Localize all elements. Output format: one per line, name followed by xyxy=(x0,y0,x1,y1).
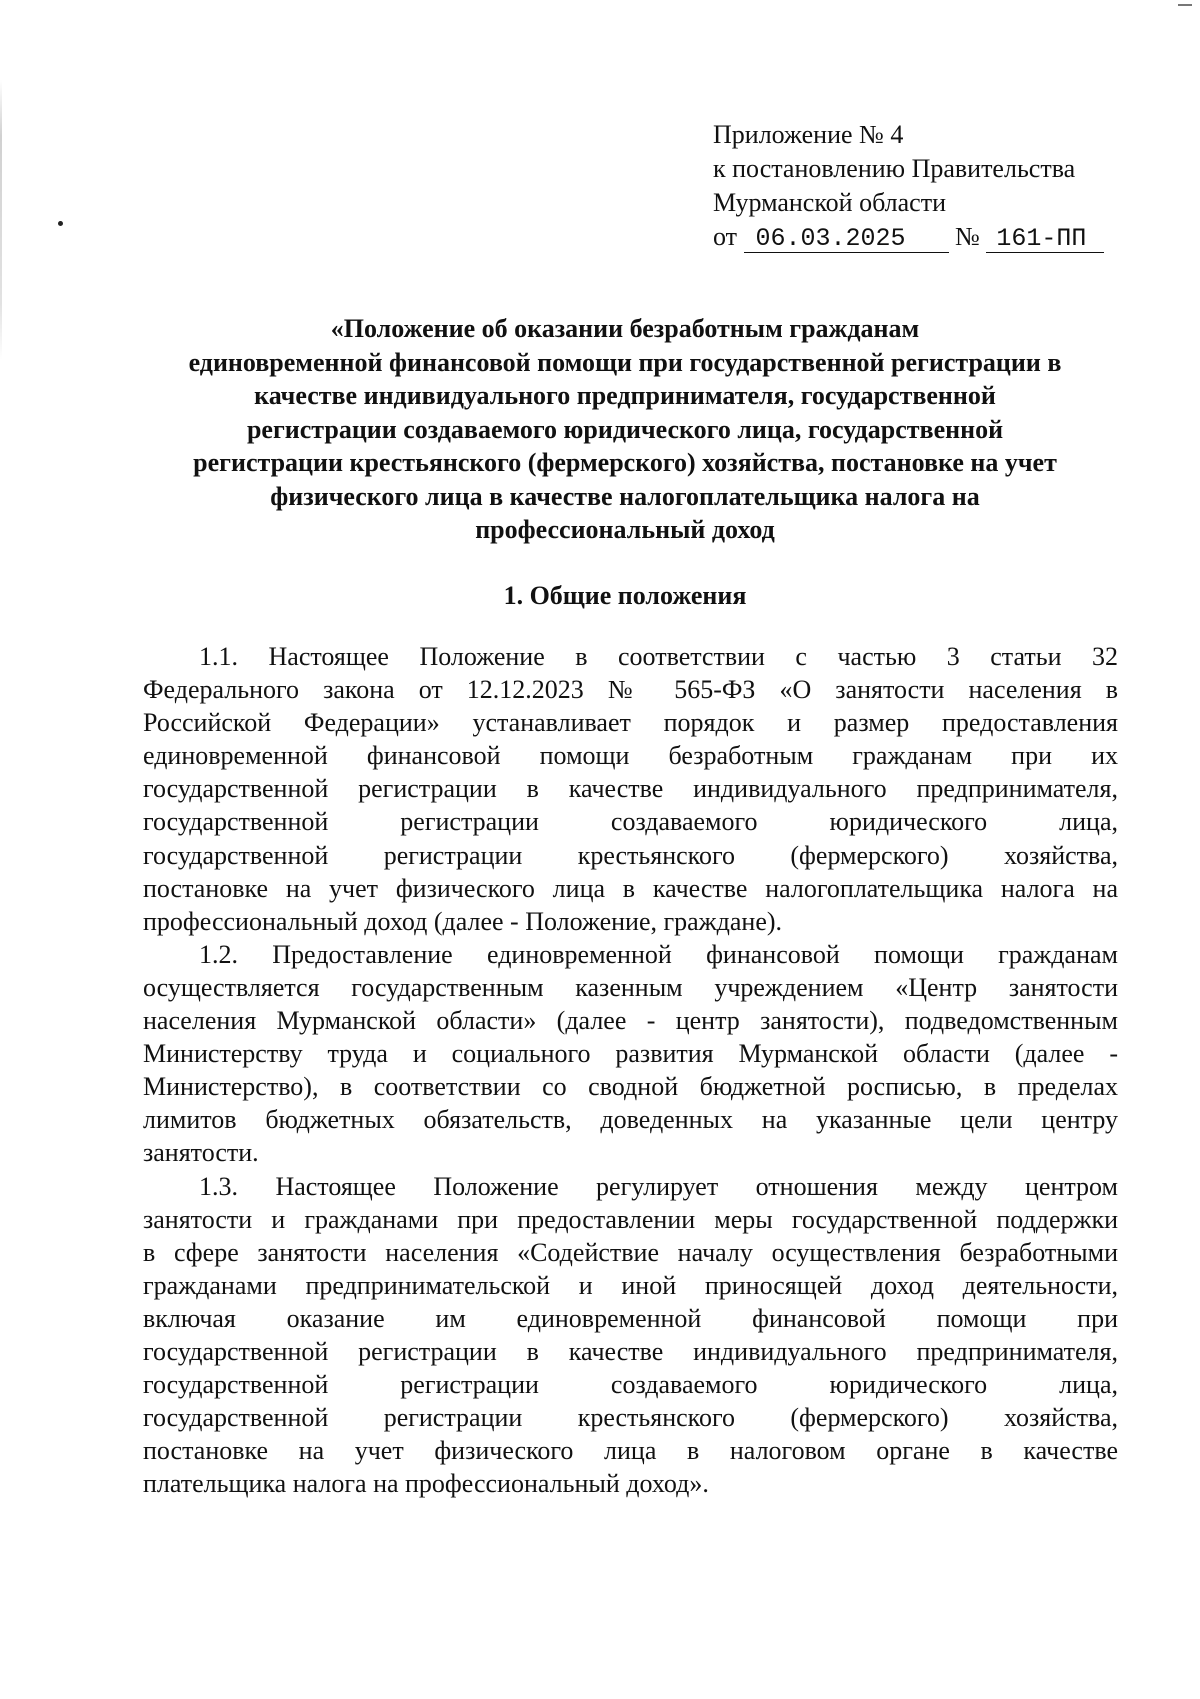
resolution-number: 161-ПП xyxy=(986,226,1104,253)
body-line: Министерству труда и социального развития Мурманской области (далее - xyxy=(143,1039,1118,1069)
title-line: профессиональный доход xyxy=(475,515,775,544)
number-prefix: № xyxy=(955,222,980,251)
body-line: осуществляется государственным казенным учреждением «Центр занятости xyxy=(143,972,1118,1002)
title-line: регистрации крестьянского (фермерского) хозяйства, постановке на учет xyxy=(193,448,1057,477)
body-line: государственной регистрации крестьянского (фермерского) хозяйства, xyxy=(143,840,1118,870)
body-line: занятости и гражданами при предоставлении меры государственной поддержки xyxy=(143,1204,1118,1234)
paragraph-1-3-start: 1.3. Настоящее Положение регулирует отношения между центром xyxy=(199,1171,1118,1201)
document-title xyxy=(145,312,1105,547)
date-prefix: от xyxy=(713,222,738,251)
title-line: физического лица в качестве налогоплательщика налога на xyxy=(270,481,980,511)
scan-edge-artifact xyxy=(0,80,2,360)
body-line: профессиональный доход (далее - Положение, граждане). xyxy=(143,906,783,936)
body-line: единовременной финансовой помощи безработным гражданам при их xyxy=(143,741,1118,771)
body-line: Министерство), в соответствии со сводной бюджетной росписью, в пределах xyxy=(143,1072,1118,1102)
annex-region: Мурманской области xyxy=(713,188,946,217)
scan-dot-artifact xyxy=(58,221,63,226)
body-line: Российской Федерации» устанавливает порядок и размер предоставления xyxy=(143,708,1118,738)
resolution-date: 06.03.2025 xyxy=(744,226,949,253)
body-line: лимитов бюджетных обязательств, доведенных на указанные цели центру xyxy=(143,1105,1118,1135)
body-line: включая оказание им единовременной финансовой помощи при xyxy=(143,1303,1118,1333)
body-line: государственной регистрации создаваемого юридического лица, xyxy=(143,1370,1118,1400)
body-line: государственной регистрации в качестве индивидуального предпринимателя, xyxy=(143,1336,1118,1366)
body-line: Федерального закона от 12.12.2023 № 565-ФЗ «О занятости населения в xyxy=(143,675,1118,705)
title-line: качестве индивидуального предпринимателя, государственной xyxy=(254,381,996,410)
title-line: «Положение об оказании безработным гражданам xyxy=(330,314,920,343)
paragraph-1-1-start: 1.1. Настоящее Положение в соответствии с частью 3 статьи 32 xyxy=(199,642,1118,671)
annex-number: Приложение № 4 xyxy=(713,120,904,149)
scan-corner-artifact xyxy=(1178,4,1192,6)
body-line: населения Мурманской области» (далее - центр занятости), подведомственным xyxy=(143,1006,1118,1036)
body-line: занятости. xyxy=(143,1138,259,1168)
body-text xyxy=(143,640,1118,1500)
annex-block xyxy=(713,118,1173,254)
paragraph-1-2-start: 1.2. Предоставление единовременной финансовой помощи гражданам xyxy=(199,939,1118,969)
body-line: постановке на учет физического лица в качестве налогоплательщика налога на xyxy=(143,873,1118,903)
annex-date-line xyxy=(713,220,1173,254)
title-line: единовременной финансовой помощи при государственной регистрации в xyxy=(188,347,1062,377)
body-line: в сфере занятости населения «Содействие началу осуществления безработными xyxy=(143,1237,1118,1267)
section-heading: 1. Общие положения xyxy=(503,581,747,610)
annex-resolution: к постановлению Правительства xyxy=(713,154,1076,183)
title-line: регистрации создаваемого юридического лица, государственной xyxy=(246,414,1004,444)
body-line: государственной регистрации в качестве индивидуального предпринимателя, xyxy=(143,774,1118,804)
body-line: гражданами предпринимательской и иной приносящей доход деятельности, xyxy=(143,1270,1118,1300)
body-line: государственной регистрации крестьянского (фермерского) хозяйства, xyxy=(143,1403,1118,1433)
body-line: государственной регистрации создаваемого юридического лица, xyxy=(143,807,1118,837)
body-line: постановке на учет физического лица в налоговом органе в качестве xyxy=(143,1436,1118,1466)
body-line: плательщика налога на профессиональный доход». xyxy=(143,1469,709,1499)
